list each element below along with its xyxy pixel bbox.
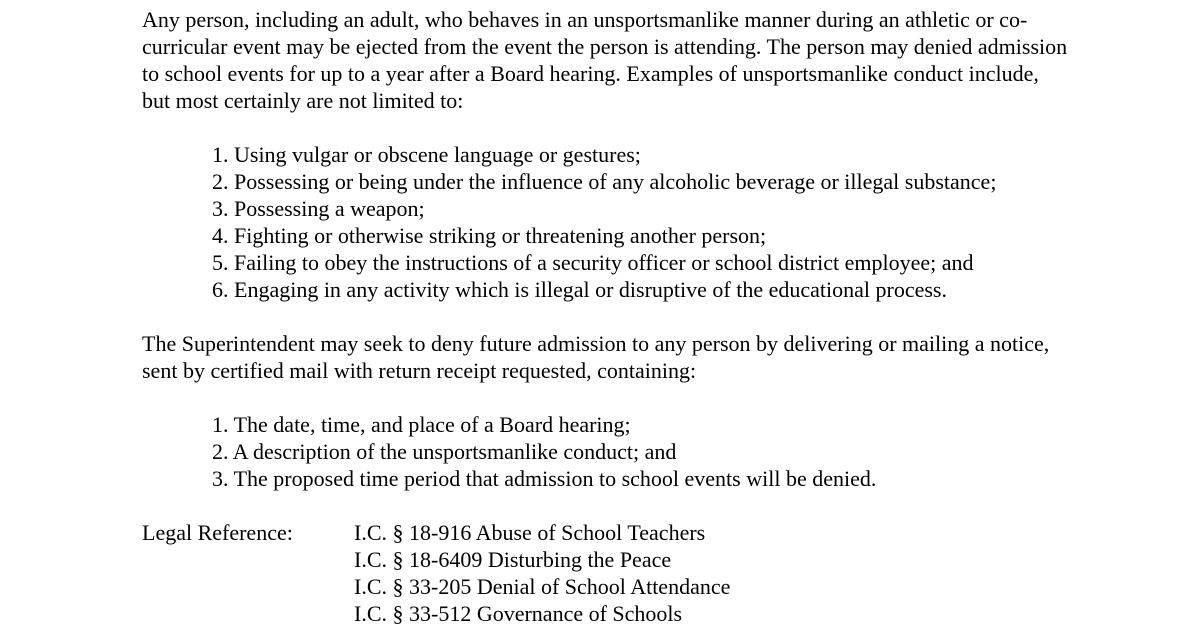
legal-reference-section [142, 519, 1072, 627]
list-item: 4. Fighting or otherwise striking or threatening another person; [212, 223, 767, 248]
list-item: 1. Using vulgar or obscene language or gestures; [212, 142, 641, 167]
conduct-examples-list [142, 141, 1072, 303]
legal-reference-item: I.C. § 18-916 Abuse of School Teachers [354, 520, 706, 545]
notice-contents-list [142, 411, 1072, 492]
legal-reference-item: I.C. § 33-512 Governance of Schools [354, 601, 683, 626]
list-item: 6. Engaging in any activity which is illegal or disruptive of the educational process. [212, 277, 947, 302]
list-item: 5. Failing to obey the instructions of a security officer or school district employee; and [212, 250, 974, 275]
legal-reference-label: Legal Reference: [142, 520, 293, 545]
notice-paragraph: The Superintendent may seek to deny future admission to any person by delivering or mailing a notice, sent by certified mail with return receipt requested, containing: [142, 331, 1050, 383]
document-page [142, 6, 1072, 627]
legal-reference-item: I.C. § 18-6409 Disturbing the Peace [354, 547, 672, 572]
list-item: 2. A description of the unsportsmanlike conduct; and [212, 439, 677, 464]
list-item: 2. Possessing or being under the influence of any alcoholic beverage or illegal substance; [212, 169, 997, 194]
intro-paragraph: Any person, including an adult, who behaves in an unsportsmanlike manner during an athletic or co-curricular event may be ejected from the event the person is attending. The person may denied admission to school events for up to a year after a Board hearing. Examples of unsportsmanlike conduct include, but most certainly are not limited to: [142, 7, 1068, 113]
list-item: 1. The date, time, and place of a Board hearing; [212, 412, 631, 437]
list-item: 3. Possessing a weapon; [212, 196, 425, 221]
list-item: 3. The proposed time period that admission to school events will be denied. [212, 466, 877, 491]
legal-reference-item: I.C. § 33-205 Denial of School Attendance [354, 574, 731, 599]
legal-reference-list [354, 519, 730, 627]
